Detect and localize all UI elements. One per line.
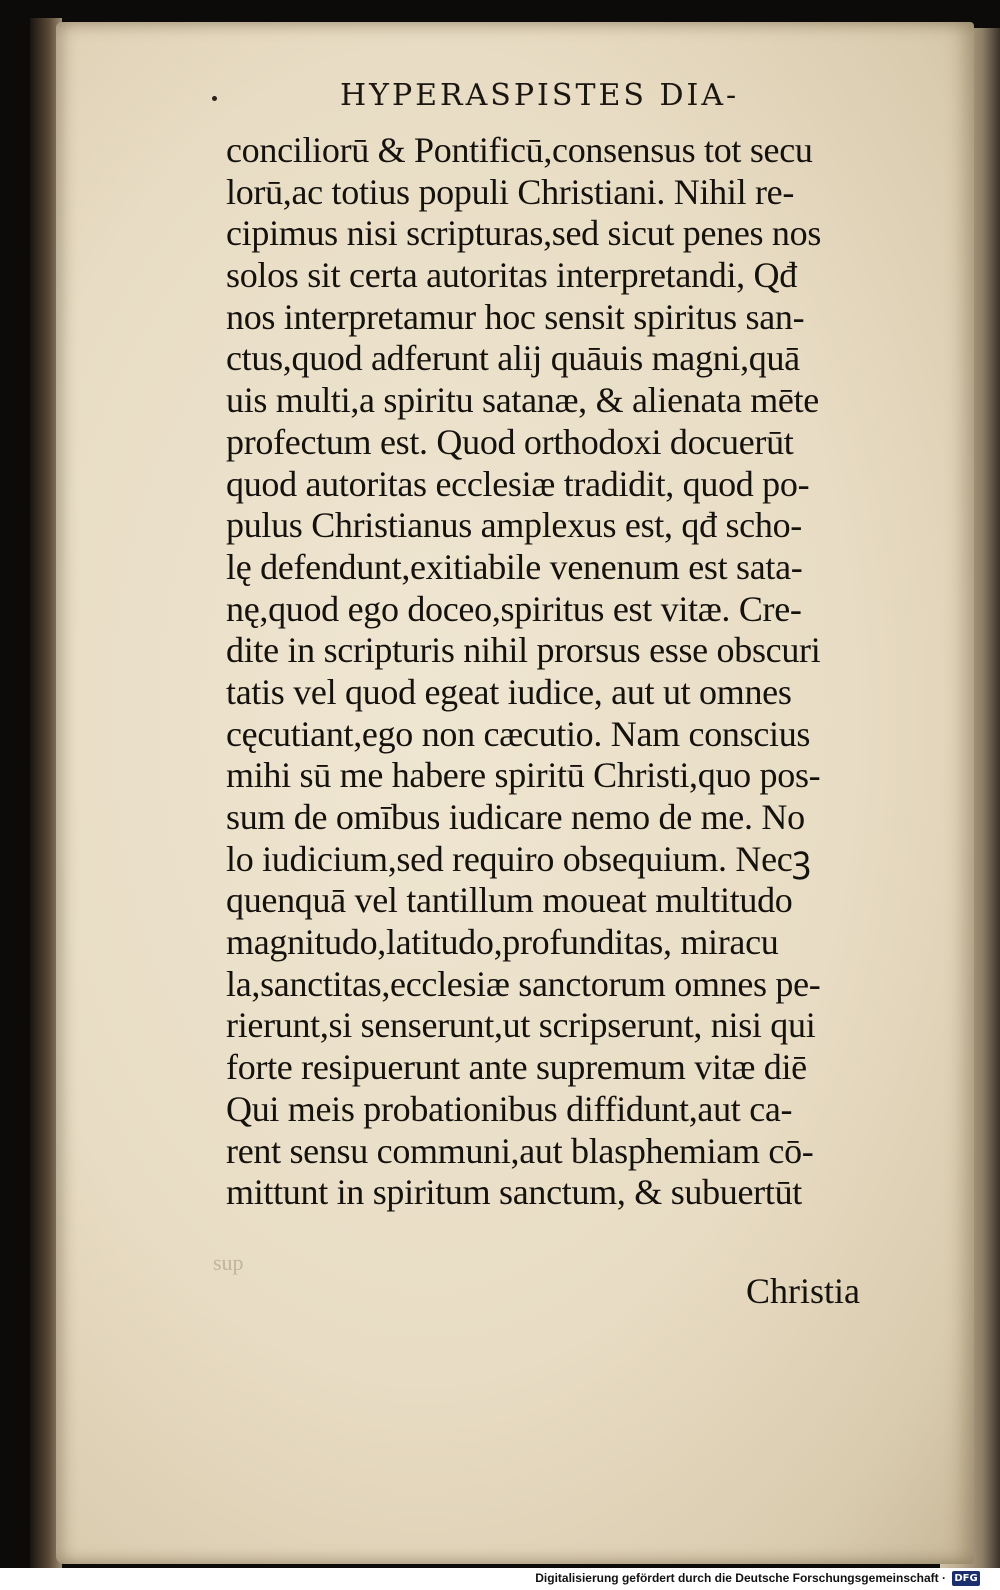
text-line: solos sit certa autoritas interpretandi, Qđ (226, 255, 797, 296)
text-line: forte resipuerunt ante supremum vitæ diē (226, 1047, 807, 1088)
text-line: conciliorū & Pontificū,consensus tot secu (226, 130, 813, 170)
text-line: rierunt,si senserunt,ut scripserunt, nisi qui (226, 1005, 816, 1046)
text-line: lo iudicium,sed requiro obsequium. Necꝫ (226, 838, 811, 879)
digitization-footer (0, 1568, 1000, 1590)
text-line: tatis vel quod egeat iudice, aut ut omnes (226, 671, 792, 712)
text-line: quod autoritas ecclesiæ tradidit, quod po- (226, 463, 810, 504)
text-line: Qui meis probationibus diffidunt,aut ca- (226, 1088, 793, 1129)
text-line: dite in scripturis nihil prorsus esse obscuri (226, 630, 821, 671)
text-line: lorū,ac totius populi Christiani. Nihil re- (226, 171, 795, 212)
text-line: rent sensu communi,aut blasphemiam cō- (226, 1130, 814, 1171)
text-line: profectum est. Quod orthodoxi docuerūt (226, 421, 794, 462)
text-line: cęcutiant,ego non cæcutio. Nam conscius (226, 713, 811, 754)
running-head: HYPERASPISTES DIA- (340, 78, 740, 113)
text-line: nos interpretamur hoc sensit spiritus san- (226, 296, 805, 337)
text-line: uis multi,a spiritu satanæ, & alienata mēte (226, 380, 819, 421)
text-line: mittunt in spiritum sanctum, & subuertūt (226, 1172, 802, 1213)
text-line: cipimus nisi scripturas,sed sicut penes nos (226, 213, 822, 254)
text-line: quenquā vel tantillum moueat multitudo (226, 880, 793, 921)
text-line: pulus Christianus amplexus est, qđ scho- (226, 505, 802, 546)
text-line: nę,quod ego doceo,spiritus est vitæ. Cre- (226, 588, 802, 629)
show-through-mark: sup (213, 1250, 244, 1275)
running-head-dot (212, 96, 217, 101)
text-line: ctus,quod adferunt alij quāuis magni,quā (226, 338, 800, 379)
text-line: mihi sū me habere spiritū Christi,quo pos- (226, 755, 821, 796)
text-line: lę defendunt,exitiabile venenum est sata- (226, 546, 803, 587)
funding-credit: Digitalisierung gefördert durch die Deutsche Forschungsgemeinschaft · (535, 1571, 946, 1585)
text-line: la,sanctitas,ecclesiæ sanctorum omnes pe- (226, 963, 821, 1004)
text-line: sum de omībus iudicare nemo de me. No (226, 797, 805, 837)
catchword: Christia (746, 1271, 860, 1311)
text-line: magnitudo,latitudo,profunditas, miracu (226, 922, 779, 963)
body-text (226, 130, 926, 1214)
dfg-logo: DFG (952, 1571, 980, 1586)
